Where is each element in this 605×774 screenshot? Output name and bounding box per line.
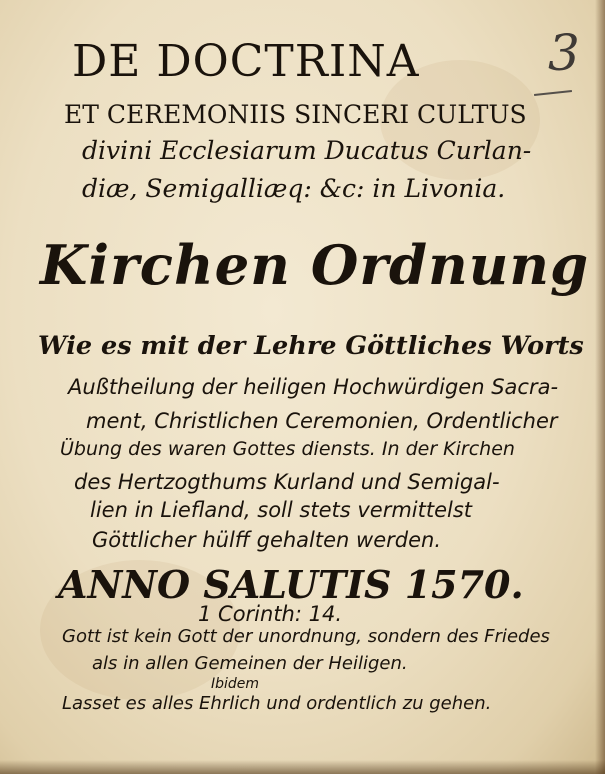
german-line-4: Übung des waren Gottes diensts. In der Kirchen — [60, 438, 515, 460]
folio-underline — [534, 90, 572, 96]
folio-number: 3 — [548, 24, 580, 82]
year-line: ANNO SALUTIS 1570. — [58, 562, 524, 607]
scripture-ibidem: Ibidem — [211, 676, 260, 692]
german-line-6: lien in Liefland, soll stets vermittelst — [90, 498, 473, 522]
german-line-7: Göttlicher hülff gehalten werden. — [92, 528, 441, 552]
german-line-2: Außtheilung der heiligen Hochwürdigen Sacra- — [68, 375, 559, 399]
german-line-3: ment, Christlichen Ceremonien, Ordentlicher — [86, 409, 558, 433]
title-line-1: DE DOCTRINA — [72, 36, 420, 87]
german-line-1: Wie es mit der Lehre Göttliches Worts — [38, 331, 584, 361]
page-edge-bottom — [0, 760, 605, 774]
scripture-line-2: als in allen Gemeinen der Heiligen. — [92, 653, 408, 674]
title-line-2: ET CEREMONIIS SINCERI CULTUS — [64, 100, 527, 129]
title-line-3: divini Ecclesiarum Ducatus Curlan- — [82, 136, 532, 165]
german-line-5: des Hertzogthums Kurland und Semigal- — [74, 470, 500, 494]
title-line-4: diæ, Semigalliæq: &c: in Livonia. — [82, 174, 506, 203]
main-heading: Kirchen Ordnung — [40, 233, 590, 297]
scripture-line-3: Lasset es alles Ehrlich und ordentlich zu gehen. — [62, 693, 492, 714]
scripture-reference: 1 Corinth: 14. — [198, 602, 343, 626]
page-edge-right — [595, 0, 605, 774]
scripture-line-1: Gott ist kein Gott der unordnung, sondern des Friedes — [62, 626, 550, 647]
